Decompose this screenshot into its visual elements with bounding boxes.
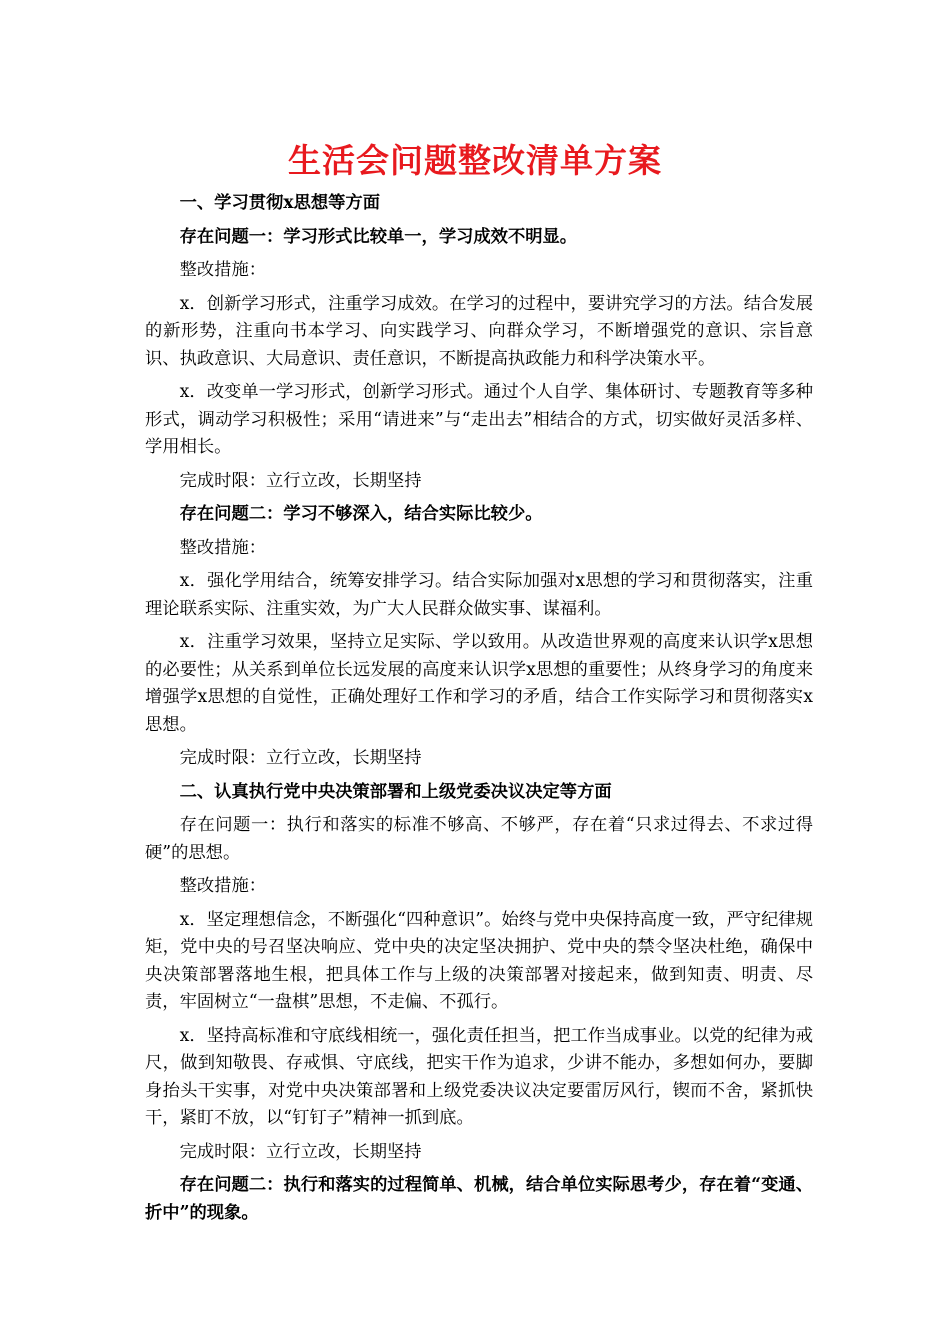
measures-label: 整改措施： bbox=[179, 876, 267, 896]
document-title: 生活会问题整改清单方案 bbox=[288, 141, 662, 180]
measure-paragraph: x．坚定理想信念，不断强化“四种意识”。始终与党中央保持高度一致，严守纪律规矩，党中央的号召坚决响应、党中央的决定坚决拥护、党中央的禁令坚决杜绝，确保中央决策部署落地生根，把具体工作与上级的决策部署对接起来，做到知责、明责、尽责，牢固树立“一盘棋”思想，不走偏、不孤行。 bbox=[145, 909, 813, 1012]
deadline-line: 完成时限：立行立改，长期坚持 bbox=[179, 470, 422, 491]
problem-heading: 存在问题二：学习不够深入，结合实际比较少。 bbox=[179, 504, 543, 524]
problem-heading: 存在问题二：执行和落实的过程简单、机械，结合单位实际思考少，存在着“变通、折中”的现象。 bbox=[145, 1175, 813, 1223]
measure-paragraph: x．创新学习形式，注重学习成效。在学习的过程中，要讲究学习的方法。结合发展的新形势，注重向书本学习、向实践学习、向群众学习，不断增强党的意识、宗旨意识、执政意识、大局意识、责任意识，不断提高执政能力和科学决策水平。 bbox=[145, 293, 813, 369]
section-heading: 一、学习贯彻x思想等方面 bbox=[179, 193, 380, 213]
document-body bbox=[145, 190, 813, 1233]
section-heading: 二、认真执行党中央决策部署和上级党委决议决定等方面 bbox=[179, 781, 612, 802]
measures-label: 整改措施： bbox=[179, 260, 267, 280]
deadline-line: 完成时限：立行立改，长期坚持 bbox=[179, 1141, 422, 1162]
measure-paragraph: x．注重学习效果，坚持立足实际、学以致用。从改造世界观的高度来认识学x思想的必要性；从关系到单位长远发展的高度来认识学x思想的重要性；从终身学习的角度来增强学x思想的自觉性，正确处理好工作和学习的矛盾，结合工作实际学习和贯彻落实x思想。 bbox=[145, 632, 813, 735]
measure-paragraph: x．改变单一学习形式，创新学习形式。通过个人自学、集体研讨、专题教育等多种形式，调动学习积极性；采用“请进来”与“走出去”相结合的方式，切实做好灵活多样、学用相长。 bbox=[145, 382, 813, 457]
measure-paragraph: x．坚持高标准和守底线相统一，强化责任担当，把工作当成事业。以党的纪律为戒尺，做到知敬畏、存戒惧、守底线，把实干作为追求，少讲不能办，多想如何办，要脚身抬头干实事，对党中央决策部署和上级党委决议决定要雷厉风行，锲而不舍，紧抓快干，紧盯不放，以“钉钉子”精神一抓到底。 bbox=[145, 1025, 813, 1128]
deadline-line: 完成时限：立行立改，长期坚持 bbox=[179, 748, 422, 768]
measures-label: 整改措施： bbox=[179, 537, 267, 558]
measure-paragraph: x．强化学用结合，统筹安排学习。结合实际加强对x思想的学习和贯彻落实，注重理论联系实际、注重实效，为广大人民群众做实事、谋福利。 bbox=[145, 571, 813, 619]
problem-paragraph: 存在问题一：执行和落实的标准不够高、不够严，存在着“只求过得去、不求过得硬”的思想。 bbox=[145, 815, 813, 863]
problem-heading: 存在问题一：学习形式比较单一，学习成效不明显。 bbox=[179, 226, 578, 247]
